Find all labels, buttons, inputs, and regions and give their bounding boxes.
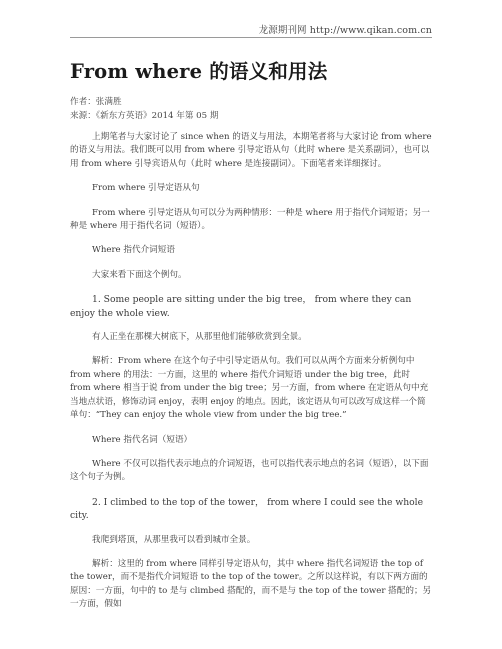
example-sentence: 1. Some people are sitting under the big tree， from where they can enjoy the whole view.	[70, 294, 412, 319]
header-divider	[70, 37, 432, 38]
example-translation: 我爬到塔顶，从那里我可以看到城市全景。	[92, 534, 256, 545]
analysis-paragraph: 解析：这里的 from where 同样引导定语从句，其中 where 指代名词短语 the top of the tower，而不是指代介词短语 to the top of the tower。之所以这样说，有以下两方面的原因：一方面，句中的 to 是与 climbed 搭配的，而不是与 the top of the tower 搭配的；另一方面，假如	[70, 558, 432, 610]
example-sentence: 2. I climbed to the top of the tower， from where I could see the whole city.	[70, 496, 424, 522]
article-author: 作者：张满胜	[70, 97, 122, 107]
paragraph: 大家来看下面这个例句。	[92, 269, 187, 280]
example-translation: 有人正坐在那棵大树底下，从那里他们能够欣赏到全景。	[92, 332, 307, 343]
paragraph: 上期笔者与大家讨论了 since when 的语义与用法，本期笔者将与大家讨论 from where 的语义与用法。我们既可以用 from where 引导定语从句（此时 where 是关系副词），也可以用 from where 引导宾语从句（此时 where 是连接副词）。下面笔者来详细探讨。	[70, 132, 432, 169]
paragraph: From where 引导定语从句可以分为两种情形：一种是 where 用于指代介词短语；另一种是 where 用于指代名词（短语）。	[70, 207, 430, 232]
section-heading: From where 引导定语从句	[92, 183, 200, 194]
article-source: 来源：《新东方英语》2014 年第 05 期	[70, 111, 219, 121]
article-body	[70, 56, 432, 612]
analysis-paragraph: 解析：From where 在这个句子中引导定语从句。我们可以从两个方面来分析例句中 from where 的用法：一方面，这里的 where 指代介词短语 under the big tree，此时 from where 相当于说 from under the big tree；另一方面，from where 在定语从句中充当地点状语，修饰动词 enjoy，表明 enjoy 的地点。因此，该定语从句可以改写成这样一个简单句：“They can enjoy the whole view from under the big tree.”	[70, 356, 429, 421]
paragraph: Where 不仅可以指代表示地点的介词短语，也可以指代表示地点的名词（短语），以下面这个句子为例。	[70, 458, 429, 483]
journal-site-header: 龙源期刊网 http://www.qikan.com.cn	[258, 25, 432, 36]
subsection-heading: Where 指代介词短语	[92, 245, 175, 256]
article-title: From where 的语义和用法	[70, 60, 328, 83]
subsection-heading: Where 指代名词（短语）	[92, 434, 193, 445]
